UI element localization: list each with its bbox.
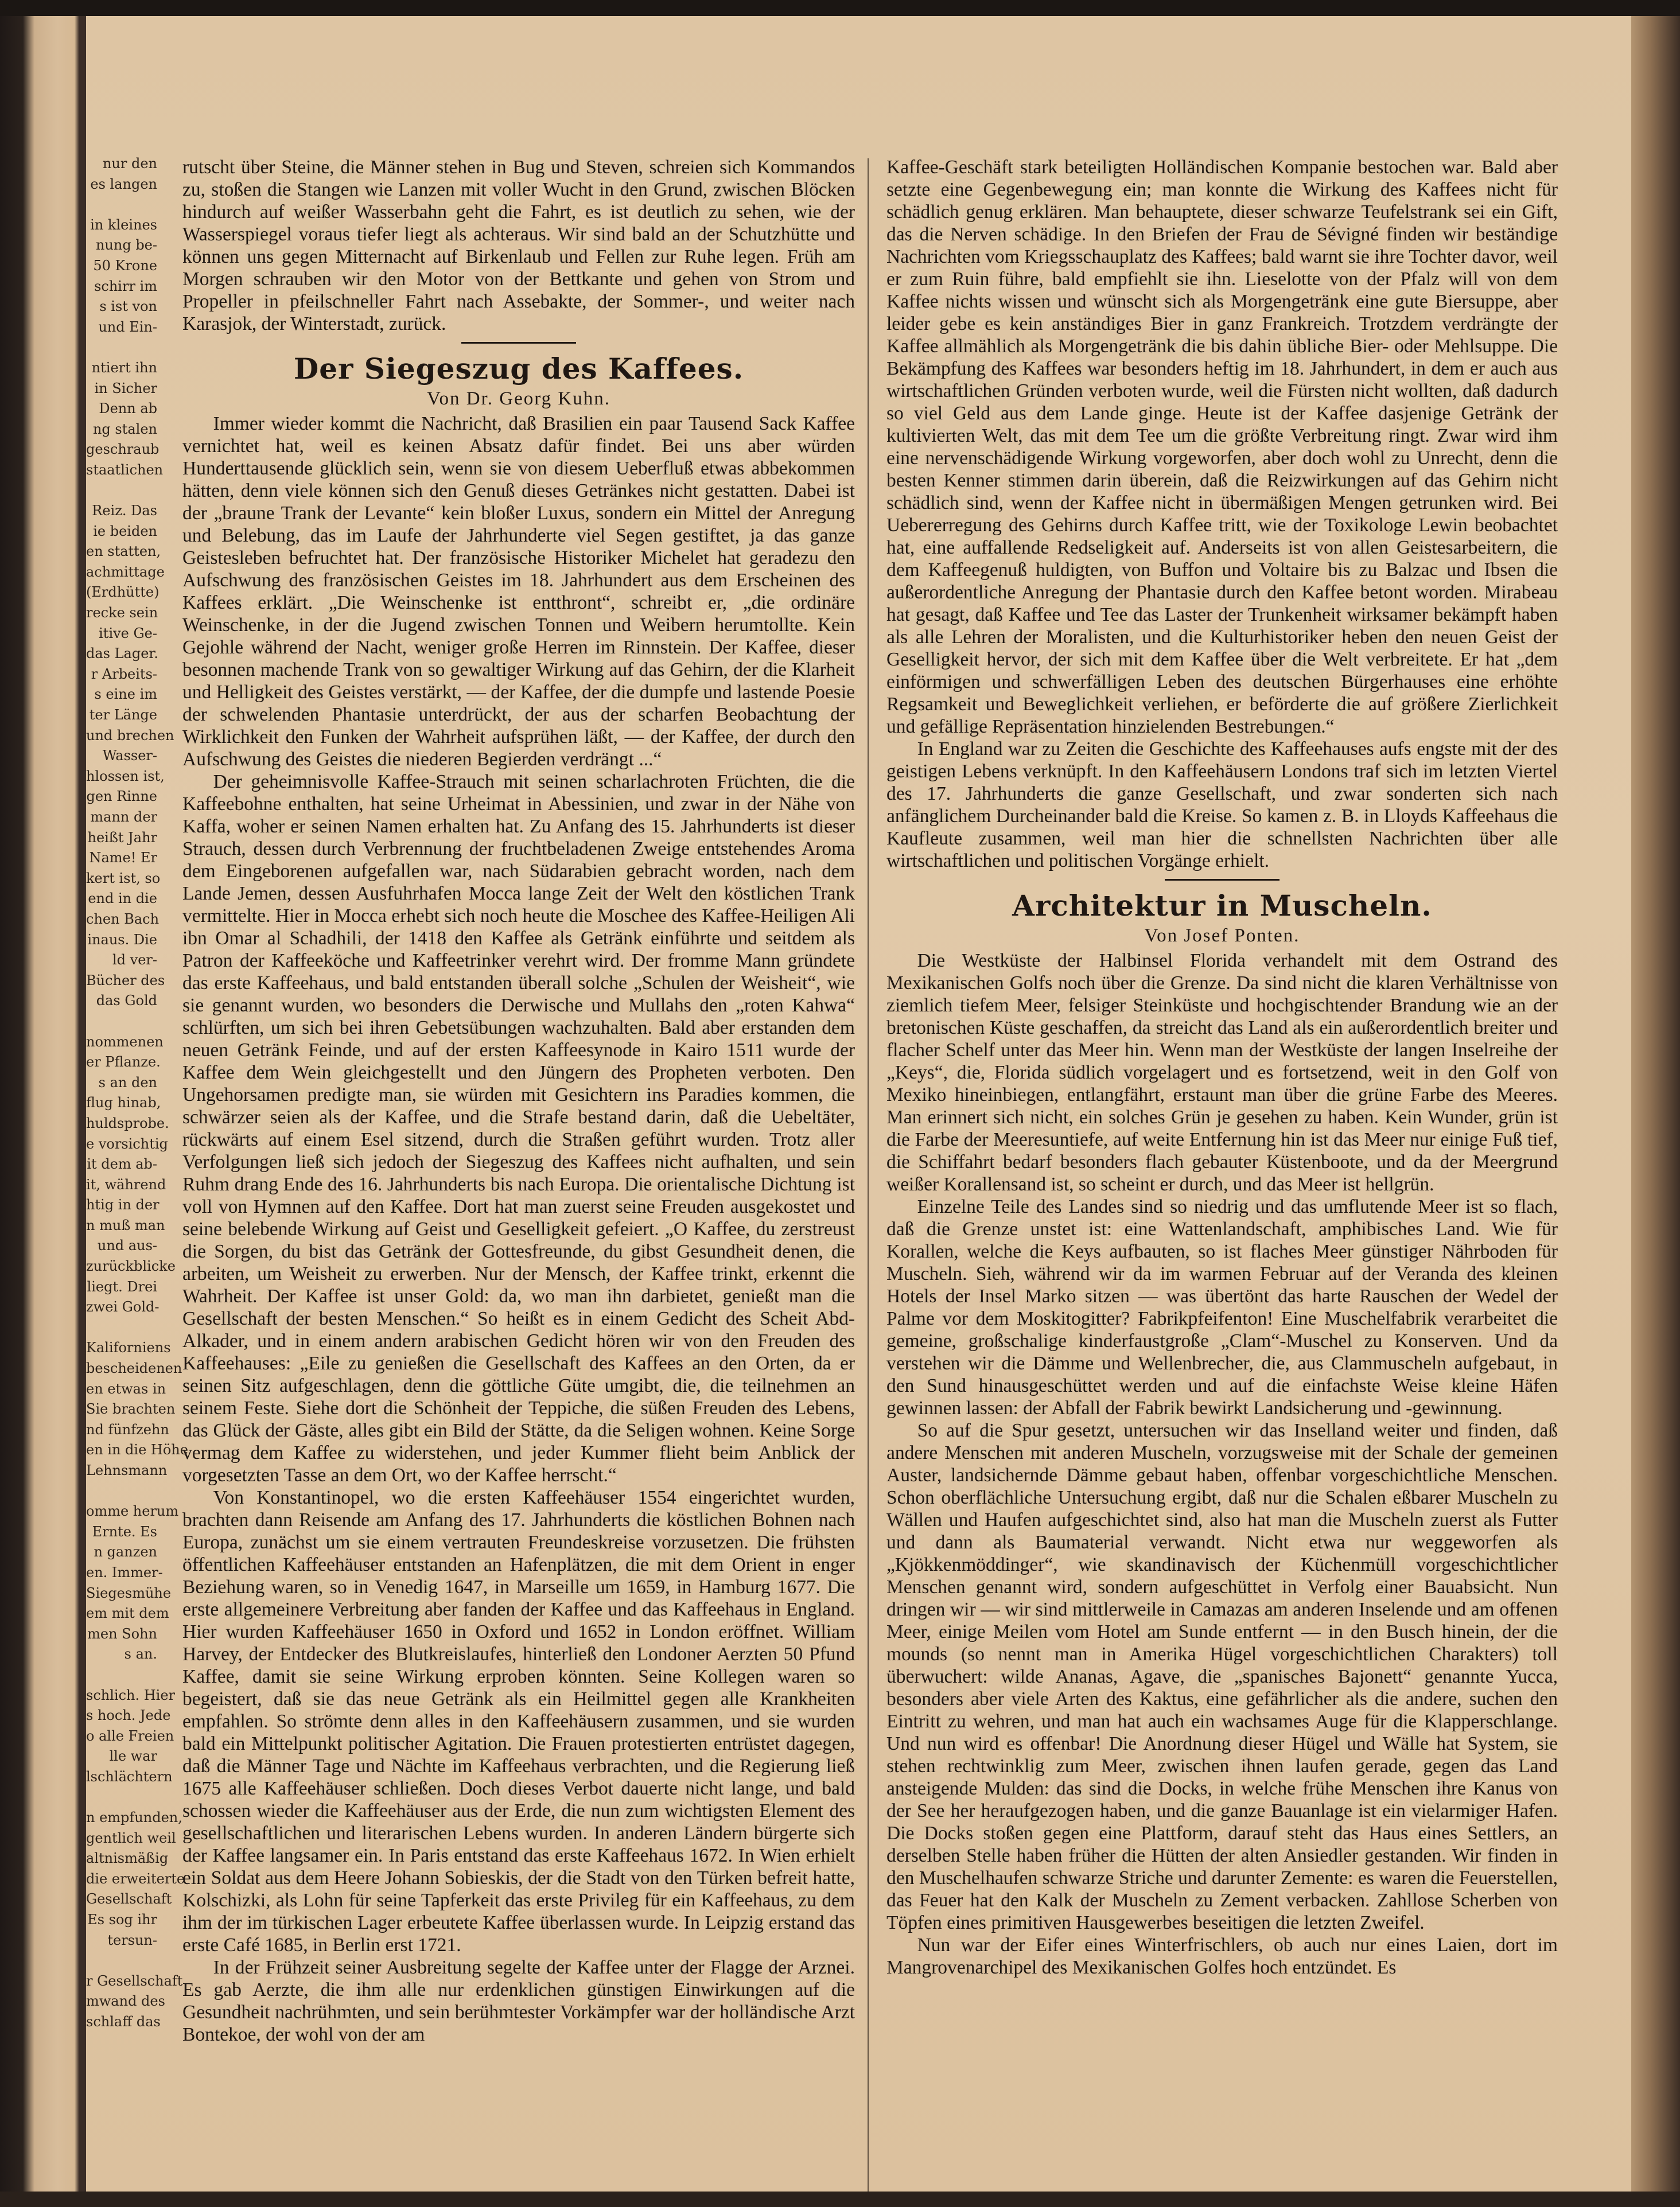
margin-fragment-line: Denn ab: [99, 400, 157, 417]
article-byline-muscheln: Von Josef Ponten.: [1144, 925, 1300, 946]
margin-fragment-line: Ernte. Es: [92, 1523, 157, 1540]
margin-fragment-line: s an.: [124, 1646, 157, 1663]
margin-fragment-line: Lehnsmann: [86, 1462, 168, 1478]
margin-fragment-line: ter Länge: [89, 707, 157, 723]
margin-fragment-line: Name! Er: [89, 850, 157, 866]
margin-fragment-line: it dem ab-: [87, 1156, 157, 1173]
margin-fragment-line: liegt. Drei: [87, 1278, 157, 1295]
margin-fragment-line: s hoch. Jede: [86, 1707, 171, 1724]
margin-fragment-line: n muß man: [86, 1217, 165, 1233]
margin-fragment-line: end in die: [88, 890, 157, 907]
body-paragraph: In England war zu Zeiten die Geschichte des Kaffeehauses aufs engste mit der des geistigen Lebens verknüpft. In den Kaffeehäusern Londons traf sich im letzten Viertel des 17. Jahrhunderts die ganze Gesellschaft, und zwar sonderten sich nach anfänglichem Durcheinander bald die Kreise. So kamen z. B. in Lloyds Kaffeehaus die Kaufleute zusammen, weil man hier die schnellsten Nachrichten über alle wirtschaftlichen und politischen Vorgänge erhielt.: [886, 738, 1558, 871]
margin-fragment-line: das Lager.: [86, 645, 158, 662]
margin-fragment-line: und Ein-: [98, 318, 157, 335]
margin-fragment-line: en. Immer-: [86, 1564, 163, 1581]
margin-fragment-line: gentlich weil: [86, 1830, 176, 1846]
margin-fragment-line: nommenen: [86, 1033, 164, 1050]
margin-fragment-line: nur den: [102, 155, 157, 172]
margin-fragment-line: htig in der: [86, 1197, 160, 1213]
margin-fragment-line: mwand des: [86, 1993, 165, 2010]
scan-right-edge: [1631, 16, 1680, 2192]
margin-fragment-line: en statten,: [86, 543, 161, 560]
margin-fragment-line: (Erdhütte): [86, 584, 160, 601]
margin-fragment-line: e vorsichtig: [86, 1135, 168, 1152]
margin-fragment-line: in kleines: [90, 216, 157, 233]
margin-fragment-line: Reiz. Das: [92, 503, 157, 519]
margin-fragment-line: Kaliforniens: [86, 1340, 171, 1356]
margin-fragment-line: Wasser-: [102, 748, 157, 764]
margin-fragment-line: mann der: [90, 809, 157, 825]
section-divider: [1165, 879, 1280, 881]
margin-fragment-line: omme herum: [86, 1503, 179, 1520]
margin-fragment-line: ie beiden: [93, 523, 157, 539]
margin-fragment-line: Bücher des: [86, 972, 165, 988]
section-divider: [461, 342, 576, 344]
body-paragraph: Der geheimnisvolle Kaffee-Strauch mit seinen scharlachroten Früchten, die die Kaffeebohne enthalten, hat seine Urheimat in Abessinien, und zwar in der Nähe von Kaffa, woher er seinen Namen erhalten hat. Zu Anfang des 15. Jahrhunderts ist dieser Strauch, dessen durch Verbrennung der fruchtbeladenen Zweige entstehendes Aroma dem Eingeborenen aufgefallen war, nach Südarabien gebracht worden, nach dem Lande Jemen, dessen Ausfuhrhafen Mocca lange Zeit der Welt den köstlichen Trank vermittelte. Hier in Mocca erhebt sich noch heute die Moschee des Kaffee-Heiligen Ali ibn Omar al Schadhili, der 1418 den Kaffee als Getränk einführte und seitdem als Patron der Kaffeeköche und Kaffeetrinker verehrt wird. Der fromme Mann gründete das erste Kaffeehaus, und bald entstanden überall solche „Schulen der Weisheit“, wie sie genannt wurden, wo besonders die Derwische und Mullahs den „roten Kahwa“ schlürften, um sich bei ihren Gebetsübungen wachzuhalten. Bald aber erstanden dem neuen Getränk Feinde, und auf der ersten Kaffeesynode in Kairo 1511 wurde der Kaffee dem Wein gleichgestellt und den Jüngern des Propheten verboten. Den Ungehorsamen predigte man, sie würden mit Gesichtern ins Paradies kommen, die schwärzer seien als der Kaffee, und die Strafe bestand darin, daß die Uebeltäter, rückwärts auf einem Esel sitzend, durch die Straßen geführt wurden. Trotz aller Verfolgungen ließ sich jedoch der Siegeszug des Kaffees nicht aufhalten, und sein Ruhm drang Ende des 16. Jahrhunderts bis nach Europa. Die orientalische Dichtung ist voll von Hymnen auf den Kaffee. Dort hat man zuerst seine Freuden ausgekostet und seine belebende Wirkung auf Geist und Geselligkeit gefeiert. „O Kaffee, du zerstreust die Sorgen, du bist das Getränk der Gottesfreunde, du gibst Gesundheit denen, die arbeiten, um Weisheit zu erwerben. Nur der Mensch, der Kaffee trinkt, erkennt die Wahrheit. Der Kaffee ist unser Gold: da, wo man ihn darbietet, genießt man die Gesellschaft der besten Menschen.“ So heißt es in einem Gedicht des Scheit Abd-Alkader, und in einem andern arabischen Gedicht hören wir von den Freuden des Kaffeehauses: „Eile zu genießen die Gesellschaft des Kaffees an den Orten, da er seinen Sitz aufgeschlagen, denn die göttliche Güte umgibt, die, die teilnehmen an seinem Feste. Siehe dort die Schönheit der Teppiche, die süßen Freuden des Lebens, das Glück der Gäste, alles gibt ein Bild der Stätte, da die Seligen wohnen. Keine Sorge vermag dem Kaffee zu widerstehen, und jeder Kummer flieht beim Anblick der vorgesetzten Tasse an dem Ort, wo der Kaffee herrscht.“: [182, 771, 855, 1486]
margin-fragment-line: bescheidenen: [86, 1360, 182, 1377]
margin-fragment-line: Siegesmühe: [86, 1585, 172, 1601]
margin-fragment-line: kert ist, so: [86, 870, 161, 886]
margin-fragment-line: tersun-: [107, 1932, 157, 1948]
margin-fragment-line: recke sein: [86, 605, 158, 621]
margin-fragment-line: und brechen: [86, 727, 174, 744]
body-paragraph: So auf die Spur gesetzt, untersuchen wir das Inselland weiter und finden, daß andere Menschen mit anderen Muscheln, vorzugsweise mit der Schale der gemeinen Auster, landsichernde Dämme gebaut haben, offenbar vorgeschichtliche Menschen. Schon oberflächliche Untersuchung ergibt, daß nur die Schalen eßbarer Muscheln zu Wällen und Haufen aufgeschichtet sind, also hat man die Muscheln zuerst als Futter und dann als Baumaterial verwandt. Nicht etwa nur weggeworfen als „Kjökkenmöddinger“, wie skandinavisch der Küchenmüll vorgeschichtlicher Menschen genannt wird, sondern aufgeschüttet in Verfolg einer Bauabsicht. Nun dringen wir — wir sind mittlerweile in Camazas am anderen Inselende und am offenen Meer, einige Meilen vom Hotel am Sunde entfernt — in den Busch hinein, der die mounds (so nennt man in Amerika Hügel vorgeschichtlichen Charakters) toll überwuchert: wilde Ananas, Agave, die „spanisches Bajonett“ genannte Yucca, besonders aber viele Arten des Kaktus, eine gefährlicher als die andere, suchen den Eintritt zu wehren, und man hat auch ein wachsames Auge für die Klapperschlange. Und nun wird es offenbar! Die Anordnung dieser Hügel und Wälle hat System, sie stehen rechtwinklig zum Meer, zwischen ihnen laufen gerade, gegen das Land ansteigende Mulden: das sind die Docks, in welche frühe Menschen ihre Kanus von der See her heraufgezogen haben, und die ganze Bauanlage ist ein vielarmiger Hafen. Die Docks stoßen gegen eine Plattform, darauf steht das Haus eines Settlers, an derselben Stelle haben früher die Hütten der alten Ansiedler gestanden. Wir finden in den Muschelhaufen schwarze Striche und darunter Zemente: es waren die Feuerstellen, das Feuer hat den Kalk der Muscheln zu Zement verbacken. Zahllose Scherben von Töpfen eines primitiven Hausgewerbes beseitigen die letzten Zweifel.: [886, 1420, 1558, 1933]
margin-fragment-line: s eine im: [94, 686, 157, 703]
margin-fragment-line: n ganzen: [94, 1544, 157, 1560]
margin-fragment-line: [86, 1665, 161, 1686]
margin-fragment-line: und aus-: [97, 1237, 157, 1254]
body-paragraph: In der Frühzeit seiner Ausbreitung segelte der Kaffee unter der Flagge der Arznei. Es gab Aerzte, die ihm alle nur erdenklichen günstigen Einwirkungen auf die Gesundheit nachrühmten, und sein berühmtester Vorkämpfer war der holländische Arzt Bontekoe, der wohl von der am: [182, 1957, 855, 2045]
margin-fragment-line: o alle Freien: [86, 1727, 174, 1744]
margin-fragment-line: staatlichen: [86, 461, 164, 478]
previous-page-margin-fragment: [86, 154, 188, 2162]
margin-fragment-line: altnismäßig: [86, 1850, 169, 1867]
scan-bottom-edge: [0, 2192, 1680, 2207]
margin-fragment-line: inaus. Die: [87, 931, 157, 948]
continuation-paragraph: rutscht über Steine, die Männer stehen in Bug und Steven, schreien sich Kommandos zu, stoßen die Stangen wie Lanzen mit voller Wucht in den Grund, zwischen Blöcken hindurch auf weißer Wasserbahn geht die Fahrt, es ist deutlich zu sehen, wie der Wasserspiegel voraus tiefer liegt als achteraus. Wir sind bald an der Schutzhütte und können uns gegen Mitternacht auf Birkenlaub und Fellen zur Ruhe legen. Früh am Morgen schrauben wir den Motor von der Bettkante und gehen von Strom und Propeller in pfeilschneller Fahrt nach Assebakte, der Sommer-, und weiter nach Karasjok, der Winterstadt, zurück.: [182, 157, 855, 334]
margin-fragment-line: ld ver-: [112, 952, 157, 968]
body-paragraph: Einzelne Teile des Landes sind so niedrig und das umflutende Meer ist so flach, daß die Grenze unstet ist: eine Wattenlandschaft, amphibisches Land. Wie für Korallen, welche die Keys aufbauten, so ist flaches Meer günstiger Nährboden für Muscheln. Sieh, während wir da im warmen Februar auf der Veranda des kleinen Hotels der Insel Marko sitzen — was übertönt das harte Rauschen der Wedel der Palme vor dem Moskitogitter? Fabrikpfeifenton! Eine Muschelfabrik verarbeitet die gemeine, großschalige kinderfaustgroße „Clam“-Muschel zu Konserven. Und da verstehen wir die Dämme und Wellenbrecher, die, aus Clammuscheln aufgebaut, in den Sund hinausgeschüttet werden und auf die einfachste Weise kleine Häfen gewinnen lassen: der Abfall der Fabrik bewirkt Landsicherung und -gewinnung.: [886, 1196, 1558, 1419]
margin-fragment-line: [86, 194, 161, 215]
body-paragraph: Immer wieder kommt die Nachricht, daß Brasilien ein paar Tausend Sack Kaffee vernichtet hat, weil es keinen Absatz dafür findet. Bei uns aber würden Hunderttausende glücklich sein, wenn sie von diesem Ueberfluß etwas abbekommen hätten, denn viele können sich den Genuß dieses Getränkes nicht gestatten. Dabei ist der „braune Trank der Levante“ kein bloßer Luxus, sondern ein Mittel der Anregung und Belebung, das im Laufe der Jahrhunderte viel Segen gestiftet, ja das ganze Geistesleben befruchtet hat. Der französische Historiker Michelet hat geradezu den Aufschwung des französischen Geistes im 18. Jahrhundert aus dem Erscheinen des Kaffees erklärt. „Die Weinschenke ist entthront“, schreibt er, „die ordinäre Weinschenke, in der die Jugend zwischen Tonnen und Weibern herumtollte. Kein Gejohle während der Nacht, weniger große Herren im Rinnstein. Der Kaffee, dieser besonnen machende Trank von so gewaltiger Wirkung auf das Gehirn, der die Klarheit und Helligkeit des Geistes verstärkt, — der Kaffee, der die dumpfe und lastende Poesie der schwelenden Phantasie unterdrückt, der aus der scharfen Beobachtung der Wirklichkeit den Funken der Wahrheit aufsprühen läßt, — der Kaffee, der durch den Aufschwung des Geistes die niederen Begierden verdrängt ...“: [182, 413, 855, 770]
newspaper-page: [86, 16, 1647, 2192]
margin-fragment-line: heißt Jahr: [87, 829, 157, 846]
margin-fragment-line: en etwas in: [86, 1380, 166, 1397]
margin-fragment-line: schirr im: [94, 278, 157, 294]
margin-fragment-line: ng stalen: [92, 421, 157, 437]
margin-fragment-line: r Arbeits-: [91, 665, 157, 682]
margin-fragment-line: s ist von: [99, 298, 157, 315]
margin-fragment-line: en in die Höhe: [86, 1442, 188, 1458]
margin-fragment-line: schlich. Hier: [86, 1687, 176, 1703]
margin-fragment-line: [86, 1318, 161, 1338]
body-paragraph: Nun war der Eifer eines Winterfrischlers, ob auch nur eines Laien, dort im Mangrovenarchipel des Mexikanischen Golfes hoch entzündet. Es: [886, 1934, 1558, 1978]
margin-fragment-line: er Pflanze.: [86, 1054, 161, 1071]
margin-fragment-line: achmittage: [86, 563, 165, 580]
margin-fragment-line: geschraub: [86, 441, 160, 458]
margin-fragment-line: n empfunden,: [86, 1809, 182, 1826]
margin-fragment-line: [86, 1011, 161, 1032]
margin-fragment-line: lle war: [109, 1748, 157, 1765]
body-paragraph: Kaffee-Geschäft stark beteiligten Holländischen Kompanie bestochen war. Bald aber setzte eine Gegenbewegung ein; man konnte die Wirkung des Kaffees nicht für schädlich genug erklären. Man behauptete, dieser schwarze Teufelstrank sei ein Gift, das die Nerven schädige. In den Briefen der Frau de Sévigné finden wir beständige Nachrichten vom Kriegsschauplatz des Kaffees; bald warnt sie ihre Tochter davor, weil er zum Ruin führe, bald empfiehlt sie ihn. Lieselotte von der Pfalz will von dem Kaffee nichts wissen und wünscht sich als Morgengetränk eine gute Biersuppe, aber leider gebe es kein anständiges Bier in ganz Frankreich. Trotzdem verdrängte der Kaffee allmählich als Morgengetränk die bis dahin übliche Bier- oder Mehlsuppe. Die Bekämpfung des Kaffees war besonders heftig im 18. Jahrhundert, in dem er auch aus wirtschaftlichen Gründen verboten wurde, weil die Fürsten nicht wollten, daß dadurch so viel Geld aus dem Lande ginge. Heute ist der Kaffee dasjenige Getränk der kultivierten Welt, das mit dem Tee um die größte Verbreitung ringt. Zwar wird ihm eine nervenschädigende Wirkung vorgeworfen, aber doch wohl zu Unrecht, denn die besten Kenner stimmen darin überein, daß die Reizwirkungen auf das Gehirn nicht schädlich sind, wenn der Kaffee nicht in übermäßigen Mengen getrunken wird. Bei Uebererregung des Gehirns durch Kaffee tritt, wie der Toxikologe Lewin beobachtet hat, eine auffallende Redseligkeit auf. Anderseits ist von allen Geistesarbeitern, die dem Kaffeegenuß huldigten, von Buffon und Voltaire bis zu Balzac und Ibsen die außerordentliche Anregung der Phantasie durch den Kaffee betont worden. Mirabeau hat gesagt, daß Kaffee und Tee das Laster der Trunkenheit wirksamer bekämpft haben als alle Lehren der Moralisten, und die Kulturhistoriker heben den neuen Geist der Geselligkeit hervor, der sich mit dem Kaffee über die Welt verbreitete. Er hat „dem einförmigen und schwerfälligen Leben des deutschen Bürgerhauses eine erhöhte Regsamkeit und Beweglichkeit verliehen, er beförderte die auf größere Zierlichkeit und gefällige Repräsentation hinzielenden Bestrebungen.“: [886, 157, 1558, 737]
margin-fragment-line: chen Bach: [86, 910, 160, 927]
margin-fragment-line: zurückblicke: [86, 1258, 176, 1275]
margin-fragment-line: em mit dem: [86, 1605, 169, 1622]
column-left: [182, 156, 855, 2046]
margin-fragment-line: 50 Krone: [93, 257, 157, 274]
margin-fragment-line: [86, 337, 161, 358]
margin-fragment-line: r Gesellschaft: [86, 1972, 183, 1989]
margin-fragment-line: huldsprobe.: [86, 1115, 169, 1131]
margin-fragment-line: [86, 481, 161, 501]
scan-top-edge: [0, 0, 1680, 16]
margin-fragment-line: zwei Gold-: [86, 1299, 160, 1315]
body-paragraph: Die Westküste der Halbinsel Florida verhandelt mit dem Ostrand des Mexikanischen Golfs noch über die Grenze. Da sind nicht die klaren Verhältnisse von ziemlich tiefem Meer, felsiger Steinküste und hochgischtender Brandung wie an der bretonischen Küste geschaffen, da streicht das Land als ein außerordentlich breiter und flacher Schelf unter das Meer hin. Wenn man der Westküste der langen Inselreihe der „Keys“, die, Florida südlich vorgelagert und es fortsetzend, weit in den Golf von Mexiko hineinbiegen, entlangfährt, erstaunt man über die grüne Farbe des Meeres. Man erinnert sich nicht, ein solches Grün je gesehen zu haben. Kein Wunder, grün ist die Farbe der Meeresuntiefe, auf weite Entfernung hin ist das Meer nur einige Fuß tief, die Schiffahrt bedarf besonders flach gebauter Küstenboote, und da der Meergrund weißer Korallensand ist, so scheint er durch, und das Meer ist hellgrün.: [886, 950, 1558, 1195]
margin-fragment-line: ntiert ihn: [91, 359, 157, 376]
margin-fragment-line: hlossen ist,: [86, 768, 165, 784]
margin-fragment-line: itive Ge-: [99, 625, 157, 641]
margin-fragment-line: Es sog ihr: [87, 1912, 157, 1928]
margin-fragment-line: [86, 1951, 161, 1971]
margin-fragment-line: lschlächtern: [86, 1768, 173, 1785]
margin-fragment-line: [86, 1788, 161, 1808]
margin-fragment-line: in Sicher: [94, 380, 157, 396]
margin-fragment-line: it, während: [86, 1176, 166, 1193]
margin-fragment-line: das Gold: [96, 992, 157, 1009]
margin-fragment-line: schlaff das: [86, 2014, 161, 2030]
margin-fragment-line: Gesellschaft: [86, 1891, 172, 1908]
margin-fragment-line: es langen: [90, 176, 157, 192]
margin-fragment-line: nd fünfzehn: [86, 1421, 169, 1438]
margin-fragment-line: nung be-: [95, 237, 157, 254]
margin-fragment-line: [86, 1481, 161, 1502]
margin-fragment-line: Sie brachten: [86, 1401, 176, 1418]
article-byline-kaffee: Von Dr. Georg Kuhn.: [426, 388, 611, 409]
margin-fragment-line: s an den: [98, 1074, 157, 1091]
margin-fragment-line: die erweiterte: [86, 1870, 185, 1887]
margin-fragment-line: gen Rinne: [86, 788, 157, 805]
body-paragraph: Von Konstantinopel, wo die ersten Kaffeehäuser 1554 eingerichtet wurden, brachten dann Reisende am Anfang des 17. Jahrhunderts die köstlichen Bohnen nach Europa, zunächst um sie einem vertrauten Freundeskreise vorzusetzen. Die frühsten öffentlichen Kaffeehäuser entstanden an Hafenplätzen, die mit dem Orient in enger Beziehung waren, so in Venedig 1647, in Marseille um 1659, in Hamburg 1677. Die erste allgemeinere Verbreitung aber fanden der Kaffee und das Kaffeehaus in England. Hier wurden Kaffeehäuser 1650 in Oxford und 1652 in London eröffnet. William Harvey, der Entdecker des Blutkreislaufes, hinterließ den Londoner Aerzten 50 Pfund Kaffee, damit sie seine Wirkung erproben könnten. Seine Kollegen waren so begeistert, daß sie das neue Getränk als ein Heilmittel gegen alle Krankheiten empfahlen. So strömte denn alles in den Kaffeehäusern zusammen, und sie wurden bald ein Mittelpunkt politischer Agitation. Die Frauen protestierten entrüstet dagegen, daß die Männer Tage und Nächte im Kaffeehaus verbrachten, und die Regierung ließ 1675 alle Kaffeehäuser schließen. Doch dieses Verbot dauerte nicht lange, und bald schossen wieder die Kaffeehäuser aus der Erde, die nun zum wichtigsten Element des gesellschaftlichen und literarischen Lebens wurden. In anderen Ländern bürgerte sich der Kaffee langsamer ein. In Paris entstand das erste Kaffeehaus 1672. In Wien erhielt ein Soldat aus dem Heere Johann Sobieskis, der die Stadt von den Türken befreit hatte, Kolschizki, als Lohn für seine Tapferkeit das erste Privileg für ein Kaffeehaus, zu dem ihm der im türkischen Lager erbeutete Kaffee überlassen wurde. In Leipzig erstand das erste Café 1685, in Berlin erst 1721.: [182, 1487, 855, 1956]
margin-fragment-line: men Sohn: [87, 1625, 157, 1642]
article-title-muscheln: Architektur in Muscheln.: [1012, 889, 1432, 922]
column-divider: [868, 158, 869, 2201]
article-title-kaffee: Der Siegeszug des Kaffees.: [293, 352, 744, 386]
margin-fragment-line: flug hinab,: [86, 1095, 161, 1111]
column-right: [886, 156, 1558, 1979]
